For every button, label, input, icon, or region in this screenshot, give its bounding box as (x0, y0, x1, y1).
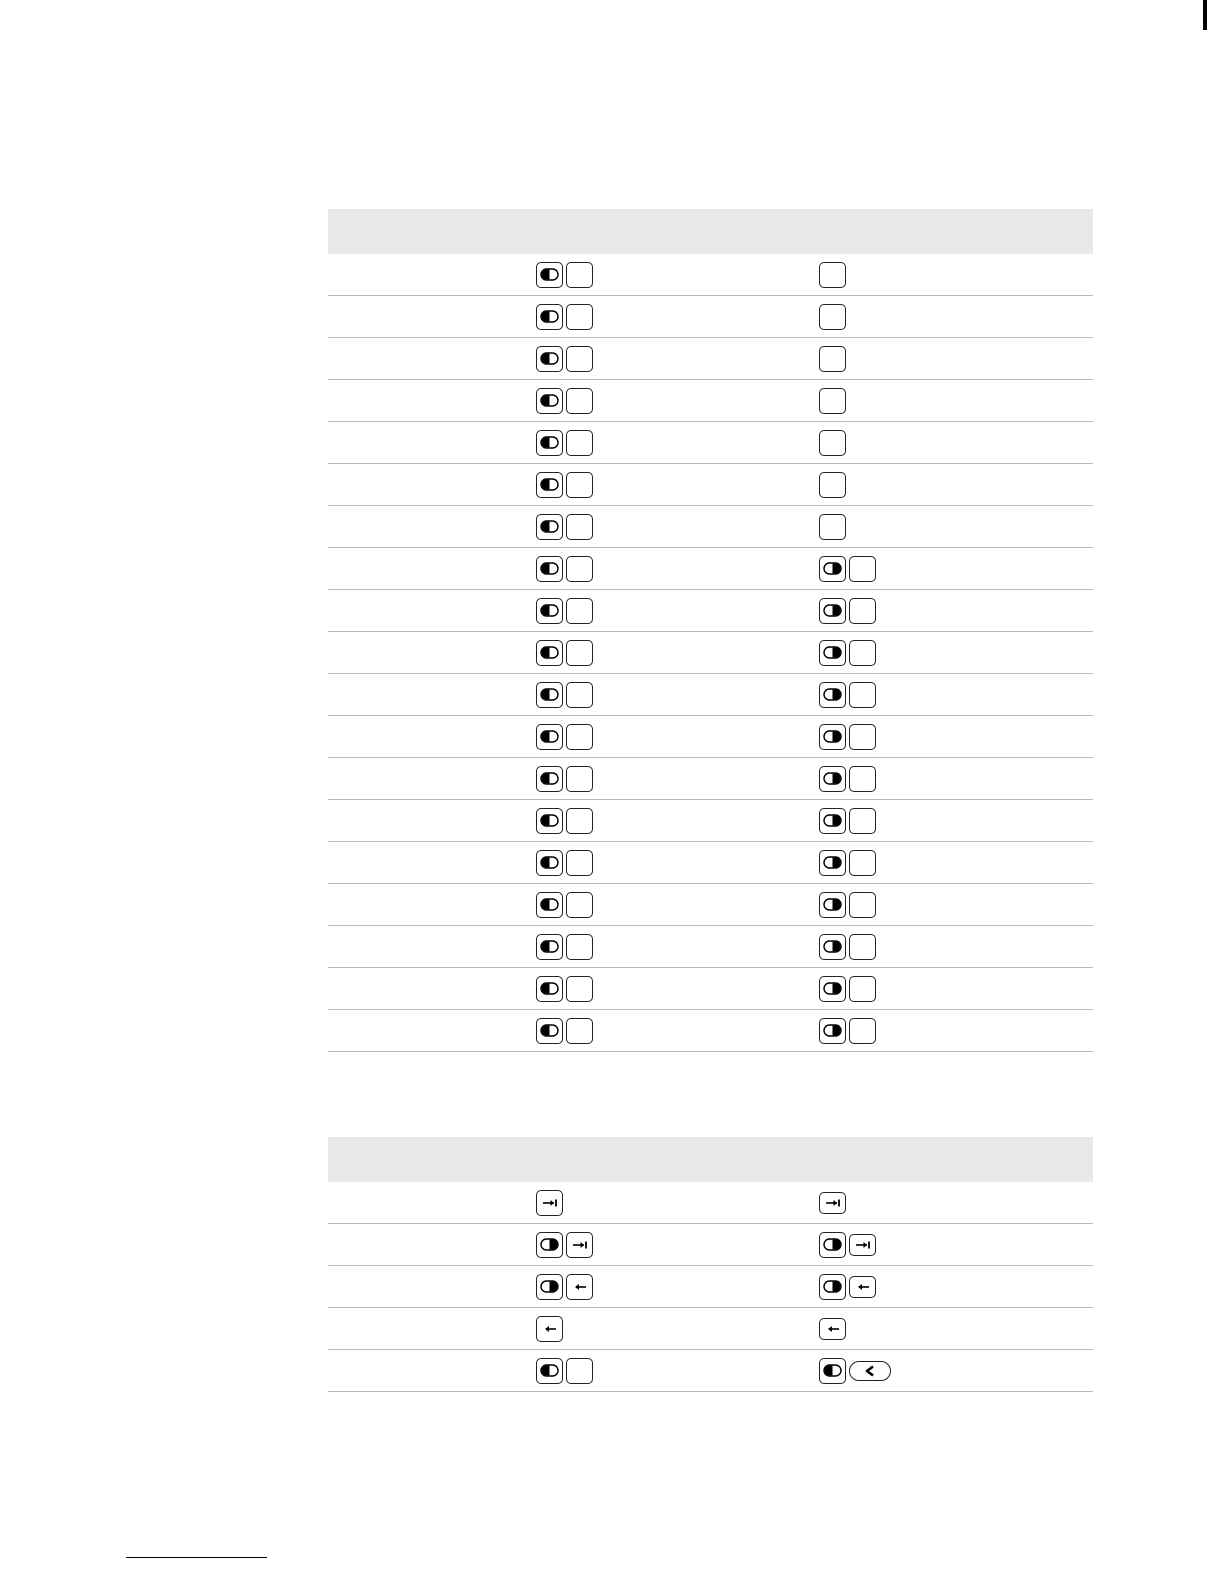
key-sequence-cell-b (819, 1010, 1093, 1052)
orange-shift-icon (540, 268, 559, 281)
table-row (328, 842, 1093, 884)
header-cell-3 (819, 209, 1093, 254)
function-cell (328, 716, 536, 758)
green-shift-key (819, 598, 846, 624)
key-sequence-cell-b (819, 1182, 1093, 1224)
blank-key (566, 472, 593, 498)
orange-shift-key (536, 262, 563, 288)
key-sequence (536, 1018, 593, 1044)
tab-icon (855, 1240, 871, 1250)
key-sequence (536, 472, 593, 498)
function-cell (328, 464, 536, 506)
key-sequence (536, 850, 593, 876)
green-shift-key (819, 556, 846, 582)
blank-key (819, 346, 846, 372)
green-shift-icon (823, 772, 842, 785)
green-shift-key (819, 766, 846, 792)
blank-key (566, 388, 593, 414)
key-sequence-cell-a (536, 1308, 819, 1350)
backspace-arrow-key (819, 1318, 846, 1340)
key-sequence (536, 682, 593, 708)
blank-key (566, 1358, 593, 1384)
key-mapping-table-2 (328, 1137, 1093, 1392)
orange-shift-key (536, 598, 563, 624)
backspace-arrow-icon (543, 1324, 557, 1334)
table-row (328, 1182, 1093, 1224)
table-row (328, 800, 1093, 842)
function-cell (328, 968, 536, 1010)
orange-shift-key (536, 430, 563, 456)
blank-key (566, 598, 593, 624)
key-sequence-cell-a (536, 968, 819, 1010)
key-sequence (536, 1316, 563, 1342)
margin-bar (1203, 0, 1207, 30)
blank-key (566, 724, 593, 750)
function-cell (328, 1350, 536, 1392)
key-sequence (536, 388, 593, 414)
key-sequence (536, 892, 593, 918)
key-sequence-cell-b (819, 926, 1093, 968)
green-shift-icon (823, 562, 842, 575)
key-sequence (819, 724, 876, 750)
key-sequence (819, 934, 876, 960)
key-sequence (536, 514, 593, 540)
green-shift-icon (540, 1280, 559, 1293)
key-mapping-table-1 (328, 209, 1093, 1052)
function-cell (328, 674, 536, 716)
green-shift-key (819, 808, 846, 834)
orange-shift-icon (540, 688, 559, 701)
orange-shift-icon (540, 730, 559, 743)
table-row (328, 968, 1093, 1010)
orange-shift-key (536, 472, 563, 498)
function-cell (328, 842, 536, 884)
green-shift-key (536, 1274, 563, 1300)
table-row (328, 758, 1093, 800)
orange-shift-key (536, 1358, 563, 1384)
table-header-row (328, 209, 1093, 254)
footer-link-underline (126, 1557, 267, 1558)
blank-key (566, 262, 593, 288)
green-shift-icon (823, 940, 842, 953)
orange-shift-icon (540, 310, 559, 323)
orange-shift-icon (540, 520, 559, 533)
key-sequence (819, 1232, 876, 1258)
key-sequence (819, 514, 846, 540)
orange-shift-icon (540, 646, 559, 659)
header-cell-2 (536, 209, 819, 254)
green-shift-key (819, 682, 846, 708)
function-cell (328, 758, 536, 800)
green-shift-icon (823, 982, 842, 995)
orange-shift-key (536, 850, 563, 876)
orange-shift-key (536, 388, 563, 414)
orange-shift-key (536, 976, 563, 1002)
key-sequence (819, 1318, 846, 1340)
key-sequence (536, 724, 593, 750)
key-sequence (536, 1232, 593, 1258)
function-cell (328, 1010, 536, 1052)
blank-key (849, 724, 876, 750)
function-cell (328, 380, 536, 422)
orange-shift-key (536, 304, 563, 330)
blank-key (566, 766, 593, 792)
key-sequence (536, 640, 593, 666)
key-sequence (819, 1192, 846, 1214)
table-row (328, 506, 1093, 548)
key-sequence-cell-b (819, 1266, 1093, 1308)
backspace-arrow-key (849, 1276, 876, 1298)
blank-key (566, 808, 593, 834)
key-sequence-cell-b (819, 968, 1093, 1010)
key-sequence-cell-a (536, 506, 819, 548)
blank-key (849, 850, 876, 876)
green-shift-icon (823, 688, 842, 701)
key-sequence (819, 304, 846, 330)
key-sequence-cell-b (819, 590, 1093, 632)
blank-key (849, 640, 876, 666)
blank-key (819, 262, 846, 288)
orange-shift-key (536, 808, 563, 834)
green-shift-key (819, 976, 846, 1002)
key-sequence-cell-a (536, 1010, 819, 1052)
blank-key (849, 976, 876, 1002)
green-shift-icon (823, 814, 842, 827)
key-sequence-cell-b (819, 674, 1093, 716)
blank-key (849, 556, 876, 582)
table-row (328, 674, 1093, 716)
key-sequence-cell-b (819, 842, 1093, 884)
green-shift-key (819, 640, 846, 666)
key-sequence-cell-b (819, 800, 1093, 842)
orange-shift-key (536, 682, 563, 708)
backspace-arrow-icon (573, 1282, 587, 1292)
key-sequence-cell-a (536, 380, 819, 422)
key-sequence (819, 1018, 876, 1044)
blank-key (566, 514, 593, 540)
left-chevron-key (849, 1361, 891, 1381)
key-sequence (536, 1274, 593, 1300)
green-shift-icon (823, 1024, 842, 1037)
table-row (328, 1224, 1093, 1266)
key-sequence (819, 346, 846, 372)
orange-shift-icon (823, 1364, 842, 1377)
key-sequence (536, 556, 593, 582)
function-cell (328, 926, 536, 968)
header-cell-1 (328, 1137, 536, 1182)
table-row (328, 1308, 1093, 1350)
blank-key (566, 304, 593, 330)
key-sequence-cell-a (536, 926, 819, 968)
key-sequence-cell-a (536, 338, 819, 380)
function-cell (328, 1182, 536, 1224)
backspace-arrow-icon (856, 1282, 870, 1292)
key-sequence (819, 598, 876, 624)
key-sequence (819, 808, 876, 834)
orange-shift-key (536, 556, 563, 582)
header-cell-1 (328, 209, 536, 254)
table-row (328, 380, 1093, 422)
function-cell (328, 1224, 536, 1266)
key-sequence-cell-b (819, 380, 1093, 422)
table-row (328, 632, 1093, 674)
key-sequence (536, 808, 593, 834)
key-sequence (819, 262, 846, 288)
orange-shift-icon (540, 394, 559, 407)
key-sequence (819, 766, 876, 792)
green-shift-key (819, 934, 846, 960)
blank-key (566, 976, 593, 1002)
key-sequence-cell-a (536, 716, 819, 758)
key-sequence-cell-b (819, 296, 1093, 338)
blank-key (819, 472, 846, 498)
key-sequence (819, 976, 876, 1002)
table-row (328, 1350, 1093, 1392)
key-sequence-cell-b (819, 1308, 1093, 1350)
key-sequence-cell-a (536, 758, 819, 800)
orange-shift-key (536, 934, 563, 960)
blank-key (566, 850, 593, 876)
function-cell (328, 422, 536, 464)
table-row (328, 338, 1093, 380)
tab-icon (542, 1198, 558, 1208)
tab-key (819, 1192, 846, 1214)
blank-key (566, 1018, 593, 1044)
tab-icon (572, 1240, 588, 1250)
function-cell (328, 1308, 536, 1350)
key-sequence-cell-a (536, 632, 819, 674)
green-shift-icon (823, 1280, 842, 1293)
green-shift-key (819, 724, 846, 750)
orange-shift-icon (540, 772, 559, 785)
orange-shift-icon (540, 352, 559, 365)
function-cell (328, 632, 536, 674)
key-sequence (819, 1274, 876, 1300)
green-shift-icon (823, 646, 842, 659)
key-sequence (819, 892, 876, 918)
green-shift-icon (823, 730, 842, 743)
green-shift-icon (823, 856, 842, 869)
blank-key (849, 766, 876, 792)
function-cell (328, 590, 536, 632)
table-row (328, 1010, 1093, 1052)
key-sequence (536, 262, 593, 288)
left-chevron-icon (863, 1365, 877, 1377)
key-sequence-cell-b (819, 338, 1093, 380)
blank-key (819, 388, 846, 414)
orange-shift-key (819, 1358, 846, 1384)
key-sequence-cell-a (536, 422, 819, 464)
green-shift-icon (823, 604, 842, 617)
table-row (328, 716, 1093, 758)
green-shift-key (536, 1232, 563, 1258)
function-cell (328, 296, 536, 338)
blank-key (819, 514, 846, 540)
key-sequence (536, 934, 593, 960)
blank-key (566, 346, 593, 372)
key-sequence (819, 850, 876, 876)
key-sequence-cell-a (536, 1224, 819, 1266)
green-shift-icon (540, 1238, 559, 1251)
table-row (328, 1266, 1093, 1308)
key-sequence (536, 430, 593, 456)
key-sequence-cell-a (536, 464, 819, 506)
key-sequence (819, 472, 846, 498)
green-shift-key (819, 892, 846, 918)
green-shift-key (819, 1018, 846, 1044)
key-sequence-cell-a (536, 1182, 819, 1224)
key-sequence-cell-b (819, 422, 1093, 464)
tab-key (536, 1190, 563, 1216)
key-sequence (819, 556, 876, 582)
function-cell (328, 1266, 536, 1308)
backspace-arrow-key (536, 1316, 563, 1342)
orange-shift-icon (540, 604, 559, 617)
key-sequence-cell-a (536, 1350, 819, 1392)
key-sequence-cell-b (819, 632, 1093, 674)
orange-shift-icon (540, 478, 559, 491)
key-sequence-cell-b (819, 254, 1093, 296)
key-sequence-cell-b (819, 758, 1093, 800)
backspace-arrow-key (566, 1274, 593, 1300)
blank-key (849, 808, 876, 834)
table-row (328, 254, 1093, 296)
orange-shift-key (536, 766, 563, 792)
key-sequence (536, 766, 593, 792)
backspace-arrow-icon (826, 1324, 840, 1334)
key-sequence (536, 304, 593, 330)
blank-key (566, 682, 593, 708)
key-sequence-cell-b (819, 464, 1093, 506)
blank-key (849, 892, 876, 918)
key-sequence-cell-b (819, 1224, 1093, 1266)
blank-key (566, 640, 593, 666)
header-cell-2 (536, 1137, 819, 1182)
key-sequence-cell-a (536, 1266, 819, 1308)
key-sequence-cell-a (536, 254, 819, 296)
table-row (328, 884, 1093, 926)
function-cell (328, 254, 536, 296)
orange-shift-key (536, 514, 563, 540)
green-shift-icon (823, 898, 842, 911)
table-row (328, 296, 1093, 338)
key-sequence-cell-a (536, 674, 819, 716)
green-shift-key (819, 1274, 846, 1300)
key-sequence (536, 1358, 593, 1384)
key-sequence-cell-b (819, 716, 1093, 758)
table-row (328, 590, 1093, 632)
orange-shift-key (536, 892, 563, 918)
table-header-row (328, 1137, 1093, 1182)
orange-shift-icon (540, 1364, 559, 1377)
table-row (328, 548, 1093, 590)
function-cell (328, 800, 536, 842)
function-cell (328, 884, 536, 926)
blank-key (819, 304, 846, 330)
function-cell (328, 338, 536, 380)
key-sequence-cell-a (536, 548, 819, 590)
table-row (328, 464, 1093, 506)
key-sequence (536, 598, 593, 624)
key-sequence (819, 388, 846, 414)
blank-key (849, 682, 876, 708)
table-row (328, 422, 1093, 464)
green-shift-icon (823, 1238, 842, 1251)
key-sequence-cell-a (536, 842, 819, 884)
function-cell (328, 506, 536, 548)
blank-key (566, 934, 593, 960)
key-sequence-cell-b (819, 506, 1093, 548)
key-sequence-cell-a (536, 590, 819, 632)
orange-shift-icon (540, 982, 559, 995)
header-cell-3 (819, 1137, 1093, 1182)
tab-key (566, 1232, 593, 1258)
blank-key (566, 556, 593, 582)
key-sequence-cell-a (536, 800, 819, 842)
orange-shift-icon (540, 940, 559, 953)
tab-icon (825, 1198, 841, 1208)
key-sequence (819, 682, 876, 708)
blank-key (566, 430, 593, 456)
orange-shift-icon (540, 1024, 559, 1037)
function-cell (328, 548, 536, 590)
green-shift-key (819, 850, 846, 876)
key-sequence (536, 1190, 563, 1216)
key-sequence (536, 976, 593, 1002)
tab-key (849, 1234, 876, 1256)
key-sequence (536, 346, 593, 372)
blank-key (849, 934, 876, 960)
key-sequence (819, 1358, 891, 1384)
green-shift-key (819, 1232, 846, 1258)
key-sequence-cell-b (819, 548, 1093, 590)
blank-key (849, 1018, 876, 1044)
orange-shift-icon (540, 436, 559, 449)
orange-shift-key (536, 640, 563, 666)
orange-shift-icon (540, 814, 559, 827)
key-sequence (819, 430, 846, 456)
key-sequence (819, 640, 876, 666)
key-sequence-cell-a (536, 884, 819, 926)
blank-key (849, 598, 876, 624)
blank-key (566, 892, 593, 918)
table-row (328, 926, 1093, 968)
orange-shift-key (536, 346, 563, 372)
orange-shift-icon (540, 562, 559, 575)
orange-shift-icon (540, 898, 559, 911)
orange-shift-key (536, 1018, 563, 1044)
key-sequence-cell-b (819, 1350, 1093, 1392)
blank-key (819, 430, 846, 456)
key-sequence-cell-b (819, 884, 1093, 926)
orange-shift-icon (540, 856, 559, 869)
key-sequence-cell-a (536, 296, 819, 338)
orange-shift-key (536, 724, 563, 750)
